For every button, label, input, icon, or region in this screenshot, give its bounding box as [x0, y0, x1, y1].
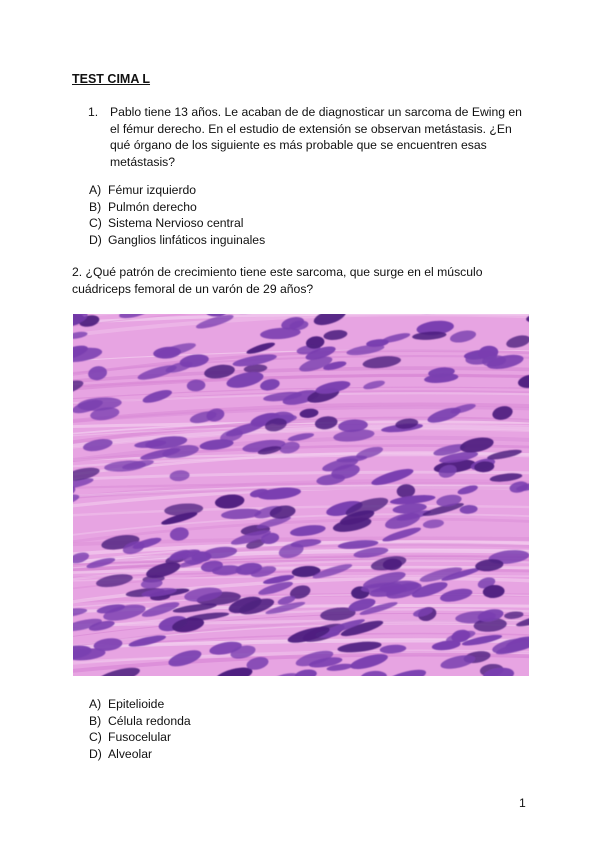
question-1-text: Pablo tiene 13 años. Le acaban de de diagnosticar un sarcoma de Ewing en el fémur derecho. En el estudio de extensión se observan metástasis. ¿En qué órgano de los siguiente es más probable que se encuentren esas metástasis? — [110, 105, 522, 169]
question-1-option-c[interactable]: C) Sistema Nervioso central — [89, 216, 244, 230]
question-1-option-b[interactable]: B) Pulmón derecho — [89, 199, 197, 214]
question-1-number: 1. — [88, 105, 99, 119]
question-2-options — [89, 696, 191, 762]
page-number: 1 — [519, 796, 526, 810]
question-2-option-a[interactable]: A) Epitelioide — [89, 697, 165, 711]
histology-image — [73, 314, 529, 676]
question-2-option-d[interactable]: D) Alveolar — [89, 746, 153, 761]
question-1 — [88, 104, 528, 170]
question-2-option-b[interactable]: B) Célula redonda — [89, 713, 191, 728]
document-title: TEST CIMA L — [72, 72, 151, 86]
question-1-options — [89, 182, 265, 248]
question-2-text: 2. ¿Qué patrón de crecimiento tiene este sarcoma, que surge en el músculo cuádriceps femoral de un varón de 29 años? — [72, 265, 483, 296]
question-1-option-a[interactable]: A) Fémur izquierdo — [89, 183, 197, 197]
question-2-option-c[interactable]: C) Fusocelular — [89, 730, 171, 744]
question-1-option-d[interactable]: D) Ganglios linfáticos inguinales — [89, 232, 266, 247]
